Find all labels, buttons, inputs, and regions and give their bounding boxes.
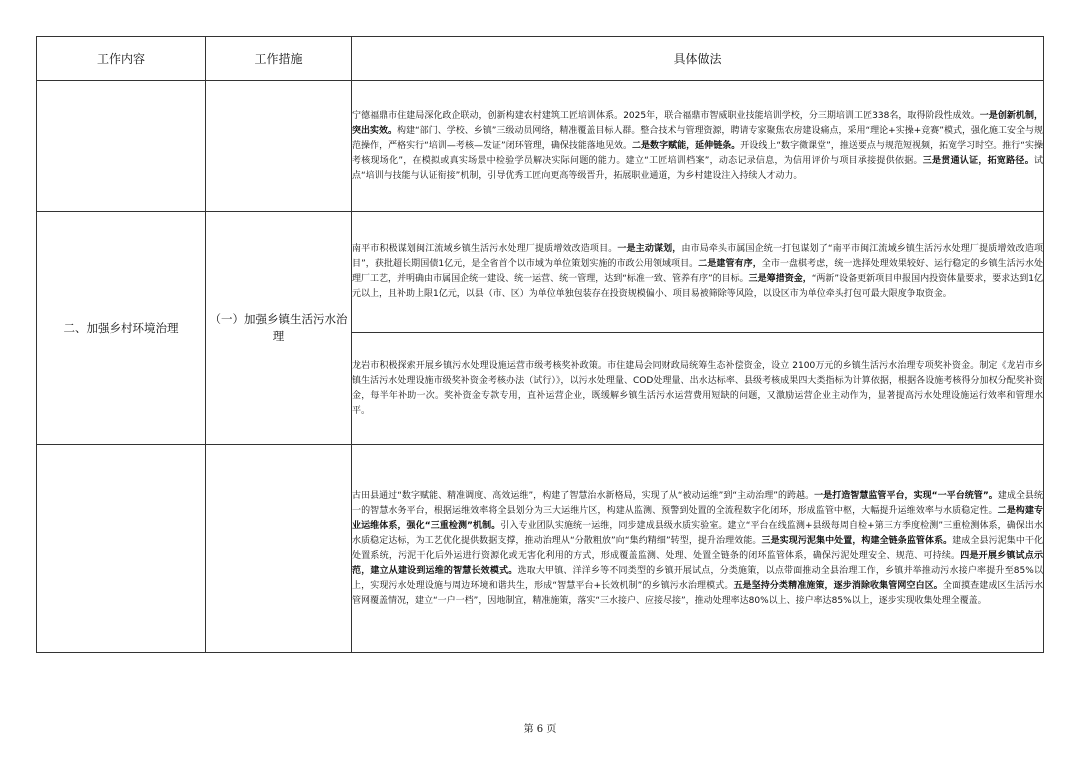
bold-lead-text: 二是构建专业运维体系，强化“三重检测”机制。: [352, 505, 1043, 531]
cell-practice: [352, 445, 1044, 653]
practice-text: [352, 109, 1043, 184]
table-header-row: [37, 37, 1044, 81]
practice-text: [352, 489, 1043, 609]
cell-measure: [206, 445, 352, 653]
bold-lead-text: 五是坚持分类精准施策，逐步消除收集管网空白区。: [733, 580, 943, 591]
body-text: 建成全县统一的智慧水务平台，根据运维效率将全县划分为三大运维片区，构建从监测、预警到处置的全流程数字化闭环，形成监管中枢，大幅提升运维效率与水质稳定性。: [352, 490, 1043, 516]
bold-lead-text: 一是打造智慧监管平台，实现“一平台统管”。: [814, 490, 998, 501]
table-row: [37, 212, 1044, 333]
body-text: “两新”设备更新项目申报国内投资体量要求，要求达到1亿元以上，且补助上限1亿元，以县（市、区）为单位单独包装存在投资规模偏小、项目易被筛除等风险，以设区市为单位牵头打包可最大限度争取资金。: [352, 274, 1043, 299]
practice-text: [352, 242, 1043, 302]
cell-practice: [352, 333, 1044, 445]
page-number: 第 6 页: [523, 724, 557, 735]
body-text: 选取大甲镇、洋洋乡等不同类型的乡镇开展试点，分类施策，以点带面推动全县治理工作，乡镇并举推动污水接户率提升至85%以上，实现污水处理设施与周边环境和谐共生，形成“智慧平台+长效机制”的乡镇污水治理模式。: [352, 565, 1043, 591]
cell-content: [37, 81, 206, 212]
table-row: [37, 445, 1044, 653]
work-table: [36, 36, 1044, 653]
bold-lead-text: 一是创新机制，突出实效。: [352, 110, 1043, 136]
body-text: 全市一盘棋考虑，统一选择处理效果较好、运行稳定的乡镇生活污水处理厂工艺，并明确由市属国企统一建设、统一运营、统一管理，达到“标准一致、管养有序”的目标。: [352, 259, 1043, 284]
cell-content: 二、加强乡村环境治理: [37, 212, 206, 445]
body-text: 建成全县污泥集中干化处置系统，污泥干化后外运进行资源化或无害化利用的方式，形成覆盖监测、处理、处置全链条的闭环监管体系，确保污泥处理安全、规范、可持续。: [352, 535, 1043, 561]
cell-practice: [352, 81, 1044, 212]
bold-lead-text: 三是实现污泥集中处置，构建全链条监管体系。: [761, 535, 953, 546]
header-work-measure: 工作措施: [206, 37, 352, 81]
body-text: 南平市积极谋划闽江流域乡镇生活污水处理厂提质增效改造项目。: [352, 244, 618, 254]
bold-lead-text: 一是主动谋划，: [617, 244, 682, 254]
body-text: 开设线上“数字微课堂”，推送要点与规范短视频，拓宽学习时空。推行“实操考核现场化”，在模拟或真实场景中检验学员解决实际问题的能力。建立“工匠培训档案”，动态记录信息，为信用评价与项目承接提供依据。: [352, 140, 1043, 166]
bold-lead-text: 四是开展乡镇试点示范，建立从建设到运维的智慧长效模式。: [352, 550, 1043, 576]
cell-measure: （一）加强乡镇生活污水治理: [206, 212, 352, 445]
body-text: 全面摸查建成区生活污水管网覆盖情况，建立“一户一档”，因地制宜，精准施策，落实“三水接户、应接尽接”，推动处理率达80%以上、接户率达85%以上，逐步实现收集处理全覆盖。: [352, 580, 1043, 606]
practice-text: [352, 359, 1043, 419]
bold-lead-text: 二是数字赋能，延伸链条。: [632, 140, 741, 151]
bold-lead-text: 二是建管有序，: [698, 259, 762, 269]
cell-measure: [206, 81, 352, 212]
body-text: 龙岩市积极探索开展乡镇污水处理设施运营市级考核奖补政策。市住建局会同财政局统筹生态补偿资金，设立 2100万元的乡镇生活污水治理专项奖补资金。制定《龙岩市乡镇生活污水处理设施市级奖补资金考核办法（试行）》，以污水处理量、COD处理量、出水达标率、县级考核成果四大类指标为计算依据，根据各设施考核得分加权分配奖补资金，每半年补助一次。奖补资金专款专用，直补运营企业，既缓解乡镇生活污水运营费用短缺的问题，又激励运营企业主动作为，显著提高污水处理设施运行效率和管理水平。: [352, 360, 1043, 416]
body-text: 构建“部门、学校、乡镇”三级动员网络，精准覆盖目标人群。整合技术与管理资源，聘请专家聚焦农房建设痛点，采用“理论+实操+竞赛”模式，强化施工安全与规范操作，严格实行“培训—考核—发证”闭环管理，确保技能落地见效。: [352, 125, 1043, 151]
bold-lead-text: 三是贯通认证，拓宽路径。: [922, 155, 1034, 166]
header-specific-practice: 具体做法: [352, 37, 1044, 81]
cell-content: [37, 445, 206, 653]
body-text: 试点“培训与技能与认证衔接”机制，引导优秀工匠向更高等级晋升，拓展职业通道，为乡村建设注入持续人才动力。: [352, 155, 1043, 181]
bold-lead-text: 三是筹措资金，: [748, 274, 812, 284]
body-text: 由市局牵头市属国企统一打包谋划了“南平市闽江流域乡镇生活污水处理厂提质增效改造项目”，获批超长期国债1亿元，是全省首个以市域为单位策划实施的市政公用领域项目。: [352, 244, 1043, 269]
table-row: [37, 81, 1044, 212]
header-work-content: 工作内容: [37, 37, 206, 81]
body-text: 古田县通过“数字赋能、精准调度、高效运维”，构建了智慧治水新格局，实现了从“被动运维”到“主动治理”的跨越。: [352, 490, 815, 501]
body-text: 引入专业团队实施统一运维，同步建成县级水质实验室。建立“平台在线监测+县级每周自检+第三方季度检测”三重检测体系，确保出水水质稳定达标，为工艺优化提供数据支撑，推动治理从“分散粗放”向“集约精细”转型，提升治理效能。: [352, 520, 1043, 546]
body-text: 宁德福鼎市住建局深化政企联动，创新构建农村建筑工匠培训体系。2025年，联合福鼎市智威职业技能培训学校，分三期培训工匠338名，取得阶段性成效。: [352, 110, 980, 121]
cell-practice: [352, 212, 1044, 333]
